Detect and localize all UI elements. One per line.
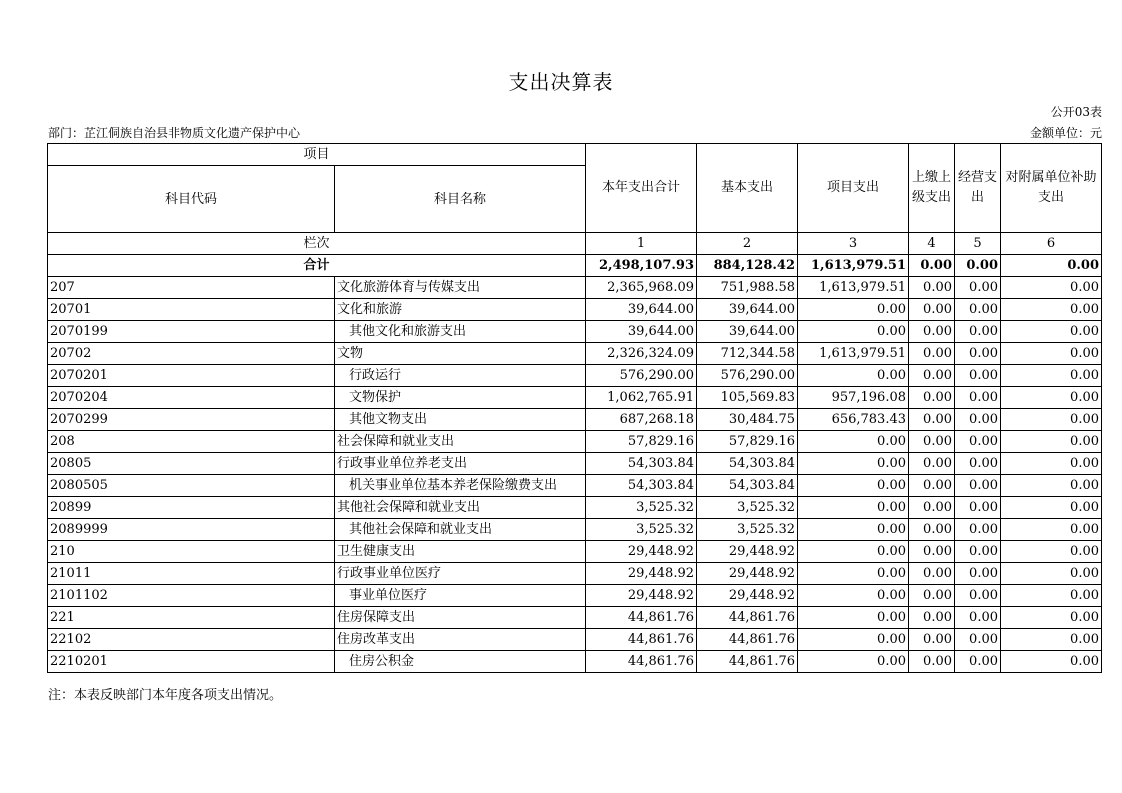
amount-cell: 0.00 [955, 585, 1001, 607]
total-label: 合计 [48, 255, 586, 277]
expenditure-table [47, 143, 1102, 673]
subject-name-cell: 行政事业单位养老支出 [335, 453, 586, 475]
table-row [48, 409, 1102, 431]
column-index: 3 [798, 233, 909, 255]
amount-cell: 0.00 [909, 563, 955, 585]
currency-unit-label: 金额单位：元 [1029, 126, 1102, 140]
table-row [48, 277, 1102, 299]
amount-cell: 2,365,968.09 [586, 277, 697, 299]
amount-cell: 44,861.76 [586, 607, 697, 629]
report-title: 支出决算表 [508, 70, 614, 94]
subject-name-cell: 事业单位医疗 [335, 585, 586, 607]
amount-cell: 2,326,324.09 [586, 343, 697, 365]
table-row [48, 497, 1102, 519]
amount-cell: 0.00 [798, 607, 909, 629]
amount-cell: 0.00 [909, 431, 955, 453]
amount-cell: 44,861.76 [697, 607, 798, 629]
amount-cell: 0.00 [955, 563, 1001, 585]
table-row [48, 431, 1102, 453]
amount-cell: 0.00 [909, 629, 955, 651]
table-row [48, 585, 1102, 607]
subject-code-cell: 2210201 [48, 651, 335, 673]
amount-cell: 29,448.92 [697, 585, 798, 607]
subject-name-cell: 住房保障支出 [335, 607, 586, 629]
amount-cell: 0.00 [955, 277, 1001, 299]
amount-cell: 0.00 [798, 585, 909, 607]
amount-cell: 1,613,979.51 [798, 277, 909, 299]
column-index: 6 [1001, 233, 1102, 255]
amount-cell: 29,448.92 [586, 541, 697, 563]
amount-cell: 0.00 [909, 277, 955, 299]
subject-code-cell: 20702 [48, 343, 335, 365]
amount-cell: 0.00 [798, 629, 909, 651]
amount-cell: 0.00 [1001, 651, 1102, 673]
amount-cell: 3,525.32 [586, 519, 697, 541]
amount-cell: 57,829.16 [697, 431, 798, 453]
subject-name-cell: 文化旅游体育与传媒支出 [335, 277, 586, 299]
amount-cell: 54,303.84 [586, 453, 697, 475]
amount-cell: 0.00 [1001, 365, 1102, 387]
amount-cell: 0.00 [798, 431, 909, 453]
footnote: 注：本表反映部门本年度各项支出情况。 [48, 688, 283, 703]
table-row [48, 607, 1102, 629]
total-value: 0.00 [909, 255, 955, 277]
amount-cell: 29,448.92 [697, 541, 798, 563]
subject-code-cell: 20805 [48, 453, 335, 475]
amount-cell: 0.00 [955, 453, 1001, 475]
header-code: 科目代码 [48, 166, 335, 233]
table-row [48, 299, 1102, 321]
header-total: 本年支出合计 [586, 144, 697, 233]
subject-name-cell: 文物保护 [335, 387, 586, 409]
amount-cell: 0.00 [1001, 629, 1102, 651]
amount-cell: 44,861.76 [586, 651, 697, 673]
header-subsidy: 对附属单位补助支出 [1001, 144, 1102, 233]
table-row [48, 563, 1102, 585]
subject-code-cell: 2089999 [48, 519, 335, 541]
department-label: 部门：芷江侗族自治县非物质文化遗产保护中心 [48, 126, 301, 140]
amount-cell: 0.00 [798, 563, 909, 585]
amount-cell: 957,196.08 [798, 387, 909, 409]
header-upper: 上缴上级支出 [909, 144, 955, 233]
amount-cell: 0.00 [1001, 585, 1102, 607]
total-value: 884,128.42 [697, 255, 798, 277]
amount-cell: 0.00 [955, 475, 1001, 497]
amount-cell: 0.00 [1001, 519, 1102, 541]
total-value: 0.00 [1001, 255, 1102, 277]
amount-cell: 0.00 [909, 343, 955, 365]
amount-cell: 0.00 [955, 321, 1001, 343]
amount-cell: 29,448.92 [586, 585, 697, 607]
amount-cell: 1,613,979.51 [798, 343, 909, 365]
amount-cell: 0.00 [955, 541, 1001, 563]
column-index: 5 [955, 233, 1001, 255]
subject-name-cell: 文化和旅游 [335, 299, 586, 321]
amount-cell: 0.00 [909, 585, 955, 607]
amount-cell: 3,525.32 [697, 519, 798, 541]
amount-cell: 0.00 [1001, 607, 1102, 629]
amount-cell: 39,644.00 [586, 321, 697, 343]
amount-cell: 0.00 [798, 651, 909, 673]
subject-name-cell: 其他文化和旅游支出 [335, 321, 586, 343]
amount-cell: 0.00 [1001, 497, 1102, 519]
subject-name-cell: 其他社会保障和就业支出 [335, 497, 586, 519]
subject-code-cell: 2070299 [48, 409, 335, 431]
subject-code-cell: 207 [48, 277, 335, 299]
amount-cell: 0.00 [909, 453, 955, 475]
amount-cell: 0.00 [1001, 387, 1102, 409]
header-business: 经营支出 [955, 144, 1001, 233]
amount-cell: 0.00 [955, 365, 1001, 387]
header-basic: 基本支出 [697, 144, 798, 233]
column-index-label: 栏次 [48, 233, 586, 255]
column-index: 4 [909, 233, 955, 255]
table-row [48, 321, 1102, 343]
amount-cell: 0.00 [909, 365, 955, 387]
total-row [48, 255, 1102, 277]
subject-code-cell: 22102 [48, 629, 335, 651]
table-row [48, 343, 1102, 365]
amount-cell: 0.00 [909, 321, 955, 343]
subject-code-cell: 208 [48, 431, 335, 453]
subject-code-cell: 221 [48, 607, 335, 629]
amount-cell: 1,062,765.91 [586, 387, 697, 409]
total-value: 0.00 [955, 255, 1001, 277]
amount-cell: 0.00 [1001, 409, 1102, 431]
amount-cell: 0.00 [1001, 453, 1102, 475]
amount-cell: 39,644.00 [697, 299, 798, 321]
amount-cell: 29,448.92 [697, 563, 798, 585]
amount-cell: 3,525.32 [586, 497, 697, 519]
subject-code-cell: 20899 [48, 497, 335, 519]
table-row [48, 629, 1102, 651]
amount-cell: 0.00 [909, 475, 955, 497]
subject-name-cell: 社会保障和就业支出 [335, 431, 586, 453]
amount-cell: 0.00 [798, 497, 909, 519]
amount-cell: 44,861.76 [586, 629, 697, 651]
table-row [48, 453, 1102, 475]
amount-cell: 30,484.75 [697, 409, 798, 431]
subject-name-cell: 行政事业单位医疗 [335, 563, 586, 585]
table-row [48, 651, 1102, 673]
amount-cell: 576,290.00 [697, 365, 798, 387]
amount-cell: 687,268.18 [586, 409, 697, 431]
subject-code-cell: 210 [48, 541, 335, 563]
amount-cell: 0.00 [955, 387, 1001, 409]
amount-cell: 0.00 [955, 343, 1001, 365]
subject-name-cell: 行政运行 [335, 365, 586, 387]
amount-cell: 0.00 [1001, 431, 1102, 453]
amount-cell: 0.00 [1001, 563, 1102, 585]
amount-cell: 0.00 [909, 519, 955, 541]
amount-cell: 54,303.84 [697, 453, 798, 475]
total-value: 2,498,107.93 [586, 255, 697, 277]
amount-cell: 0.00 [798, 321, 909, 343]
amount-cell: 44,861.76 [697, 651, 798, 673]
column-index: 1 [586, 233, 697, 255]
table-row [48, 365, 1102, 387]
amount-cell: 0.00 [1001, 343, 1102, 365]
amount-cell: 576,290.00 [586, 365, 697, 387]
amount-cell: 3,525.32 [697, 497, 798, 519]
amount-cell: 0.00 [955, 299, 1001, 321]
amount-cell: 105,569.83 [697, 387, 798, 409]
amount-cell: 0.00 [798, 365, 909, 387]
header-project: 项目支出 [798, 144, 909, 233]
subject-name-cell: 其他社会保障和就业支出 [335, 519, 586, 541]
header-item: 项目 [48, 144, 586, 166]
subject-code-cell: 2070201 [48, 365, 335, 387]
amount-cell: 0.00 [909, 607, 955, 629]
amount-cell: 0.00 [909, 541, 955, 563]
amount-cell: 0.00 [798, 299, 909, 321]
amount-cell: 0.00 [955, 519, 1001, 541]
amount-cell: 0.00 [1001, 321, 1102, 343]
amount-cell: 44,861.76 [697, 629, 798, 651]
amount-cell: 0.00 [955, 607, 1001, 629]
column-index: 2 [697, 233, 798, 255]
amount-cell: 712,344.58 [697, 343, 798, 365]
subject-code-cell: 2070199 [48, 321, 335, 343]
amount-cell: 0.00 [909, 387, 955, 409]
subject-code-cell: 21011 [48, 563, 335, 585]
amount-cell: 0.00 [798, 519, 909, 541]
header-name: 科目名称 [335, 166, 586, 233]
total-value: 1,613,979.51 [798, 255, 909, 277]
subject-name-cell: 其他文物支出 [335, 409, 586, 431]
amount-cell: 0.00 [909, 299, 955, 321]
amount-cell: 0.00 [798, 475, 909, 497]
amount-cell: 39,644.00 [697, 321, 798, 343]
amount-cell: 57,829.16 [586, 431, 697, 453]
amount-cell: 0.00 [955, 497, 1001, 519]
table-row [48, 387, 1102, 409]
amount-cell: 0.00 [955, 629, 1001, 651]
amount-cell: 0.00 [955, 409, 1001, 431]
subject-code-cell: 2070204 [48, 387, 335, 409]
subject-name-cell: 住房公积金 [335, 651, 586, 673]
amount-cell: 0.00 [955, 431, 1001, 453]
table-row [48, 541, 1102, 563]
amount-cell: 0.00 [1001, 541, 1102, 563]
amount-cell: 0.00 [909, 497, 955, 519]
subject-code-cell: 2080505 [48, 475, 335, 497]
amount-cell: 0.00 [909, 651, 955, 673]
amount-cell: 656,783.43 [798, 409, 909, 431]
table-row [48, 519, 1102, 541]
subject-name-cell: 机关事业单位基本养老保险缴费支出 [335, 475, 586, 497]
subject-code-cell: 20701 [48, 299, 335, 321]
amount-cell: 0.00 [798, 541, 909, 563]
amount-cell: 0.00 [909, 409, 955, 431]
amount-cell: 29,448.92 [586, 563, 697, 585]
amount-cell: 39,644.00 [586, 299, 697, 321]
amount-cell: 0.00 [1001, 277, 1102, 299]
subject-name-cell: 卫生健康支出 [335, 541, 586, 563]
amount-cell: 0.00 [1001, 299, 1102, 321]
table-row [48, 475, 1102, 497]
amount-cell: 751,988.58 [697, 277, 798, 299]
subject-code-cell: 2101102 [48, 585, 335, 607]
subject-name-cell: 文物 [335, 343, 586, 365]
amount-cell: 54,303.84 [586, 475, 697, 497]
form-number: 公开03表 [1050, 105, 1102, 119]
amount-cell: 0.00 [955, 651, 1001, 673]
amount-cell: 0.00 [798, 453, 909, 475]
amount-cell: 0.00 [1001, 475, 1102, 497]
amount-cell: 54,303.84 [697, 475, 798, 497]
subject-name-cell: 住房改革支出 [335, 629, 586, 651]
